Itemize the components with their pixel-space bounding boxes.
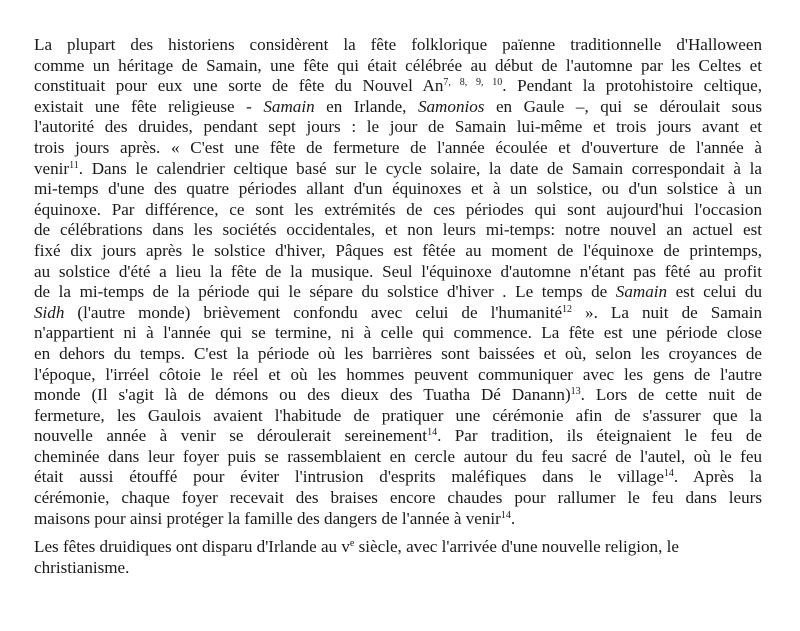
text-line: équinoxe. Par différence, ce sont les extrémités de ces périodes qui sont aujourd'hui l'occasion	[34, 199, 762, 219]
paragraph-halloween-samain	[34, 35, 762, 529]
italic-term: Samonios	[417, 96, 485, 116]
text-run: siècle, avec l'arrivée d'une nouvelle religion, le	[354, 537, 679, 556]
text-line: l'autorité des druides, pendant sept jours : le jour de Samain lui-même et trois jours avant et	[34, 117, 762, 137]
text-line	[34, 76, 762, 97]
text-line	[34, 426, 762, 447]
text-line	[34, 159, 762, 180]
text-run: constituait pour eux une sorte de fête du Nouvel An	[34, 76, 444, 96]
text-line	[34, 97, 762, 118]
text-line	[34, 303, 762, 324]
text-run: . Par tradition, ils éteignaient le feu de	[437, 426, 762, 446]
text-line: trois jours après. « C'est une fête de fermeture de l'année écoulée et d'ouverture de l'année à	[34, 137, 762, 157]
text-run: (l'autre monde) brièvement confondu avec celui de l'humanité	[64, 302, 563, 322]
text-line	[34, 467, 762, 488]
text-run: de la mi-temps de la période qui le sépare du solstice d'hiver . Le temps de	[34, 282, 616, 302]
text-run: en Irlande,	[314, 96, 418, 116]
text-run: Les fêtes druidiques ont disparu d'Irlande au v	[34, 537, 350, 556]
text-run: existait une fête religieuse -	[34, 96, 264, 116]
text-line: n'appartient ni à l'année qui se termine, ni à celle qui commence. La fête est une période close	[34, 323, 762, 343]
text-line: au solstice d'été a lieu la fête de la musique. Seul l'équinoxe d'automne n'étant pas fêté au profit	[34, 261, 762, 281]
italic-term: Sidh	[34, 302, 65, 322]
footnote-ref: 12	[562, 303, 573, 315]
text-line: cheminée dans leur foyer puis se rassemblaient en cercle autour du feu sacré de l'autel, où le feu	[34, 446, 762, 466]
italic-term: Samain	[263, 96, 315, 116]
text-line: fermeture, les Gaulois avaient l'habitude de pratiquer une cérémonie afin de s'assurer que la	[34, 405, 762, 425]
text-line	[34, 537, 762, 558]
text-line: mi-temps d'une des quatre périodes allant d'un équinoxes et à un solstice, ou d'un solstice à un	[34, 179, 762, 199]
text-line: fixé dix jours après le solstice d'hiver, Pâques est fêtée au moment de l'équinoxe de printemps,	[34, 240, 762, 260]
text-line: de célébrations dans les sociétés occidentales, et non leurs mi-temps: notre nouvel an actuel est	[34, 220, 762, 240]
text-run: . Après la	[673, 467, 762, 487]
text-run: en Gaule –, qui se déroulait sous	[484, 96, 762, 116]
text-run: nouvelle année à venir se déroulerait sereinement	[34, 426, 428, 446]
text-run: . Lors de cette nuit de	[580, 385, 762, 405]
text-run: était aussi étouffé pour éviter l'intrusion d'esprits maléfiques dans le village	[34, 467, 664, 487]
text-line: christianisme.	[34, 557, 130, 577]
footnote-ref: 7, 8, 9, 10	[443, 77, 503, 89]
text-line: en dehors du temps. C'est la période où les barrières sont baissées et où, selon les croyances de	[34, 343, 762, 363]
text-run: ». La nuit de Samain	[572, 302, 762, 322]
text-run: venir	[34, 158, 70, 178]
text-line: cérémonie, chaque foyer recevait des braises encore chaudes pour rallumer le feu dans leurs	[34, 488, 762, 508]
footnote-ref: 14	[500, 509, 511, 521]
footnote-ref: 11	[69, 159, 79, 171]
text-line	[34, 385, 762, 406]
text-run: maisons pour ainsi protéger la famille des dangers de l'année à venir	[34, 508, 501, 528]
text-run: .	[510, 508, 516, 528]
footnote-ref: 14	[427, 427, 438, 439]
text-line: La plupart des historiens considèrent la fête folklorique païenne traditionnelle d'Halloween	[34, 35, 762, 54]
text-run: monde (Il s'agit là de démons ou des dieux des Tuatha Dé Danann)	[34, 385, 571, 405]
footnote-ref: 13	[570, 386, 581, 398]
text-line	[34, 282, 762, 303]
text-run: . Dans le calendrier celtique basé sur le cycle solaire, la date de Samain correspondait à la	[78, 158, 762, 178]
paragraph-christianisme	[34, 537, 762, 578]
text-run: est celui du	[667, 282, 762, 302]
italic-term: Samain	[615, 282, 668, 302]
text-line	[34, 509, 762, 530]
text-line: comme un héritage de Samain, une fête qui était célébrée au début de l'automne par les Celtes et	[34, 55, 762, 75]
century-superscript: e	[349, 538, 355, 549]
text-line: l'époque, l'irréel côtoie le réel et où les hommes peuvent communiquer avec les gens de l'autre	[34, 364, 762, 384]
text-run: . Pendant la protohistoire celtique,	[502, 76, 762, 96]
footnote-ref: 14	[663, 468, 674, 480]
